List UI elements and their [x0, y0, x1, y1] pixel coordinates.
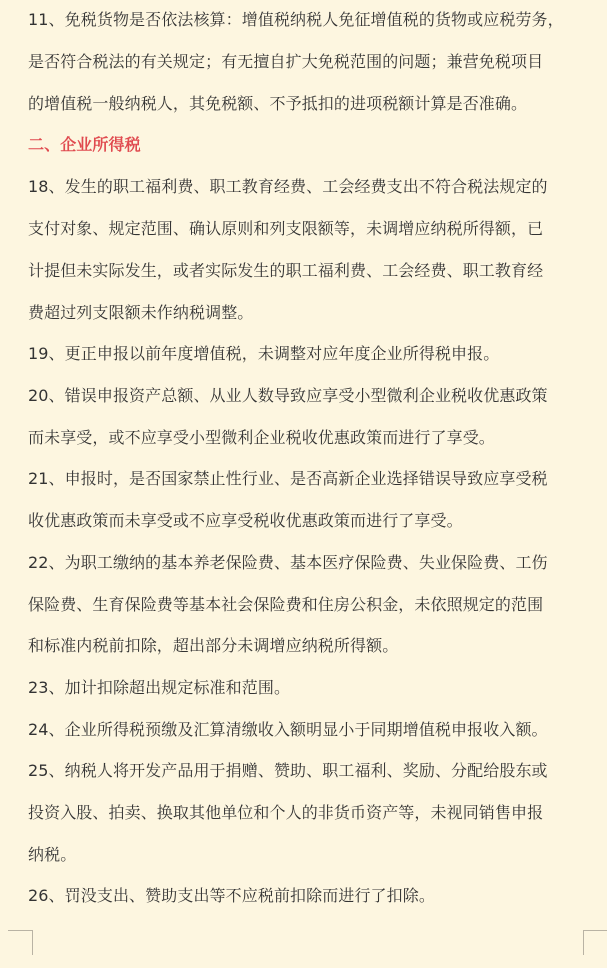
section-heading: 二、企业所得税 — [28, 135, 141, 154]
text-line: 的增值税一般纳税人，其免税额、不予抵扣的进项税额计算是否准确。 — [28, 94, 528, 113]
page-corner-mark-left — [8, 930, 33, 955]
text-line: 22、为职工缴纳的基本养老保险费、基本医疗保险费、失业保险费、工伤 — [28, 553, 548, 572]
text-line: 纳税。 — [28, 845, 77, 864]
page-corner-mark-right — [583, 930, 607, 955]
text-line: 计提但未实际发生，或者实际发生的职工福利费、工会经费、职工教育经 — [28, 261, 544, 280]
text-line: 而未享受，或不应享受小型微利企业税收优惠政策而进行了享受。 — [28, 428, 495, 447]
text-line: 19、更正申报以前年度增值税，未调整对应年度企业所得税申报。 — [28, 344, 500, 363]
text-line: 费超过列支限额未作纳税调整。 — [28, 303, 254, 322]
text-line: 收优惠政策而未享受或不应享受税收优惠政策而进行了享受。 — [28, 511, 463, 530]
text-line: 支付对象、规定范围、确认原则和列支限额等，未调增应纳税所得额，已 — [28, 219, 544, 238]
text-line: 21、申报时，是否国家禁止性行业、是否高新企业选择错误导致应享受税 — [28, 469, 548, 488]
text-line: 26、罚没支出、赞助支出等不应税前扣除而进行了扣除。 — [28, 886, 435, 905]
text-line: 投资入股、拍卖、换取其他单位和个人的非货币资产等，未视同销售申报 — [28, 803, 544, 822]
text-line: 24、企业所得税预缴及汇算清缴收入额明显小于同期增值税申报收入额。 — [28, 720, 548, 739]
text-line: 23、加计扣除超出规定标准和范围。 — [28, 678, 291, 697]
text-line: 保险费、生育保险费等基本社会保险费和住房公积金，未依照规定的范围 — [28, 595, 544, 614]
text-line: 是否符合税法的有关规定；有无擅自扩大免税范围的问题；兼营免税项目 — [28, 52, 544, 71]
text-line: 11、免税货物是否依法核算：增值税纳税人免征增值税的货物或应税劳务， — [28, 10, 564, 29]
text-line: 25、纳税人将开发产品用于捐赠、赞助、职工福利、奖励、分配给股东或 — [28, 761, 548, 780]
text-line: 18、发生的职工福利费、职工教育经费、工会经费支出不符合税法规定的 — [28, 177, 548, 196]
text-line: 和标准内税前扣除，超出部分未调增应纳税所得额。 — [28, 636, 399, 655]
text-line: 20、错误申报资产总额、从业人数导致应享受小型微利企业税收优惠政策 — [28, 386, 548, 405]
